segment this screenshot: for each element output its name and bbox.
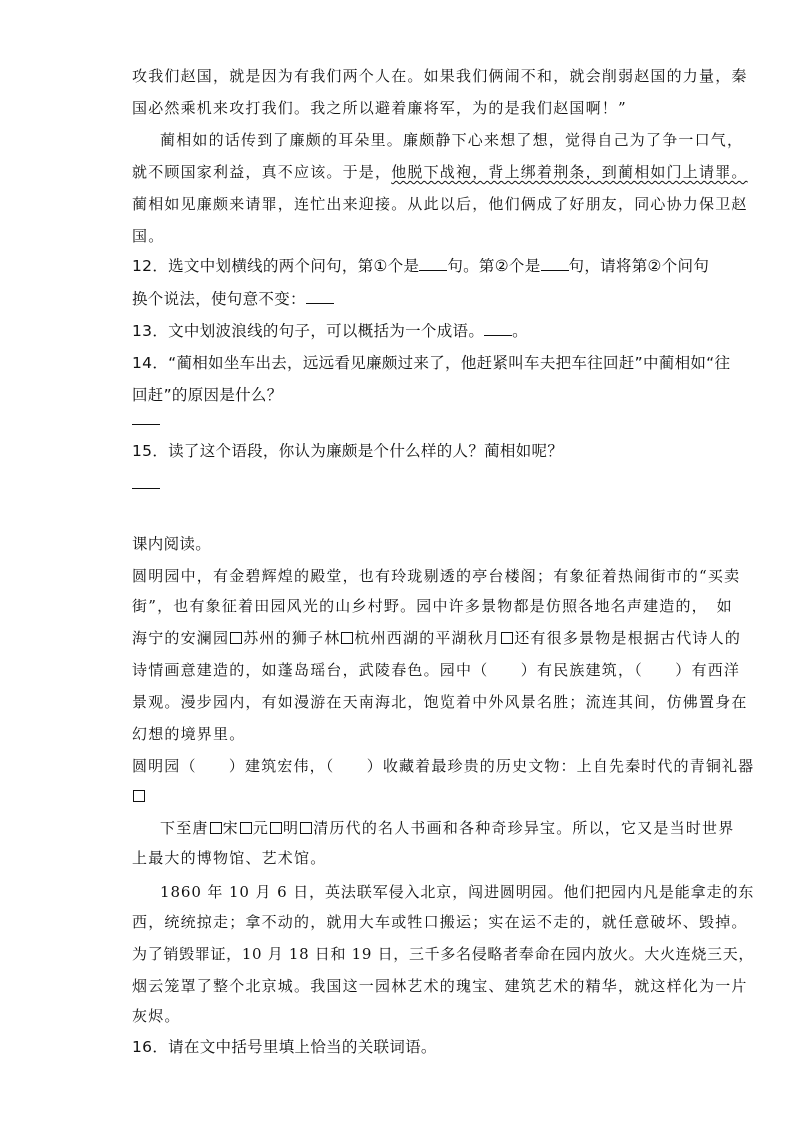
passage2-line13: 烟云笼罩了整个北京城。我国这一园林艺术的瑰宝、建筑艺术的精华，就这样化为一片	[132, 977, 748, 995]
passage2-line8	[160, 818, 734, 838]
q12-line2-text: 换个说法，使句意不变：	[132, 290, 306, 308]
passage2-line6: 幻想的境界里。	[132, 725, 246, 743]
q12-part1: 12．选文中划横线的两个问句，第①个是	[132, 257, 420, 275]
missing-punct-box[interactable]	[300, 822, 312, 834]
missing-punct-box[interactable]	[230, 632, 242, 644]
missing-punct-box[interactable]	[210, 822, 222, 834]
passage2-line3	[132, 628, 741, 648]
question-12-line1	[132, 255, 709, 277]
passage2-line7: 圆明园（ ）建筑宏伟，（ ）收藏着最珍贵的历史文物：上自先秦时代的青铜礼器	[132, 757, 755, 775]
q12-blank-3[interactable]	[306, 289, 334, 304]
passage2-line4: 诗情画意建造的，如蓬岛瑶台，武陵春色。园中（ ）有民族建筑，（ ）有西洋	[132, 661, 741, 679]
q12-part2: 句。第②个是	[447, 257, 541, 275]
passage2-l8e: 清历代的名人书画和各种奇珍异宝。所以，它又是当时世界	[313, 819, 735, 837]
passage2-l3c: 杭州西湖的平湖秋月	[354, 629, 501, 647]
passage2-l8a: 下至唐	[160, 819, 209, 837]
passage2-line12: 为了销毁罪证，10 月 18 日和 19 日，三千多名侵略者奉命在园内放火。大火连烧三天，	[132, 945, 755, 963]
wavy-underlined-sentence: 他脱下战袍，背上绑着荆条，到蔺相如门上请罪。	[391, 163, 748, 181]
passage2-l8b: 宋	[222, 819, 239, 837]
q12-blank-1[interactable]	[419, 256, 447, 271]
passage2-line11: 西，统统掠走；拿不动的，就用大车或牲口搬运；实在运不走的，就任意破坏、毁掉。	[132, 913, 748, 931]
passage1-line4	[132, 162, 748, 182]
passage1-line2: 国必然乘机来攻打我们。我之所以避着廉将军，为的是我们赵国啊！”	[132, 99, 627, 117]
passage2-line7-box	[132, 786, 146, 806]
passage2-l8d: 明	[283, 819, 300, 837]
q13-end: 。	[512, 322, 528, 340]
q14-answer-line[interactable]	[132, 424, 160, 425]
missing-punct-box[interactable]	[270, 822, 282, 834]
passage1-line1: 攻我们赵国，就是因为有我们两个人在。如果我们俩闹不和，就会削弱赵国的力量，秦	[132, 67, 748, 85]
question-16: 16．请在文中括号里填上恰当的关联词语。	[132, 1038, 437, 1056]
passage1-line3: 蔺相如的话传到了廉颇的耳朵里。廉颇静下心来想了想，觉得自己为了争一口气，	[160, 131, 744, 149]
passage2-line2: 街”，也有象征着田园风光的山乡村野。园中许多景物都是仿照各地名声建造的， 如	[132, 597, 733, 615]
q13-blank[interactable]	[484, 321, 512, 336]
q12-blank-2[interactable]	[541, 256, 569, 271]
question-14-line1: 14．“蔺相如坐车出去，远远看见廉颇过来了，他赶紧叫车夫把车往回赶”中蔺相如“往	[132, 354, 731, 372]
passage1-line4-text: 就不顾国家利益，真不应该。于是，	[132, 163, 392, 181]
passage2-l8c: 元	[252, 819, 270, 837]
passage1-line6: 国。	[132, 227, 165, 245]
passage2-l3a: 海宁的安澜园	[132, 629, 230, 647]
passage1-line5: 蔺相如见廉颇来请罪，连忙出来迎接。从此以后，他们俩成了好朋友，同心协力保卫赵	[132, 195, 748, 213]
missing-punct-box[interactable]	[133, 790, 145, 802]
question-15: 15．读了这个语段，你认为廉颇是个什么样的人？蔺相如呢？	[132, 442, 564, 460]
q12-part3: 句，请将第②个问句	[568, 257, 710, 275]
passage2-line5: 景观。漫步园内，有如漫游在天南海北，饱览着中外风景名胜；流连其间，仿佛置身在	[132, 693, 748, 711]
passage2-l3d: 还有很多景物是根据古代诗人的	[514, 629, 742, 647]
question-13	[132, 320, 528, 342]
q13-text: 13．文中划波浪线的句子，可以概括为一个成语。	[132, 322, 485, 340]
passage2-line1: 圆明园中，有金碧辉煌的殿堂，也有玲珑剔透的亭台楼阁；有象征着热闹街市的“买卖	[132, 567, 741, 585]
passage2-line14: 灰烬。	[132, 1007, 181, 1025]
q15-answer-line[interactable]	[132, 488, 160, 489]
passage2-line9: 上最大的博物馆、艺术馆。	[132, 849, 327, 867]
passage2-line10: 1860 年 10 月 6 日，英法联军侵入北京，闯进圆明园。他们把园内凡是能拿走的东	[160, 883, 755, 901]
missing-punct-box[interactable]	[341, 632, 353, 644]
missing-punct-box[interactable]	[240, 822, 252, 834]
missing-punct-box[interactable]	[501, 632, 513, 644]
question-12-line2	[132, 288, 334, 310]
section-title-reading: 课内阅读。	[132, 535, 212, 553]
question-14-line2: 回赶”的原因是什么？	[132, 386, 283, 404]
passage2-l3b: 苏州的狮子林	[243, 629, 341, 647]
